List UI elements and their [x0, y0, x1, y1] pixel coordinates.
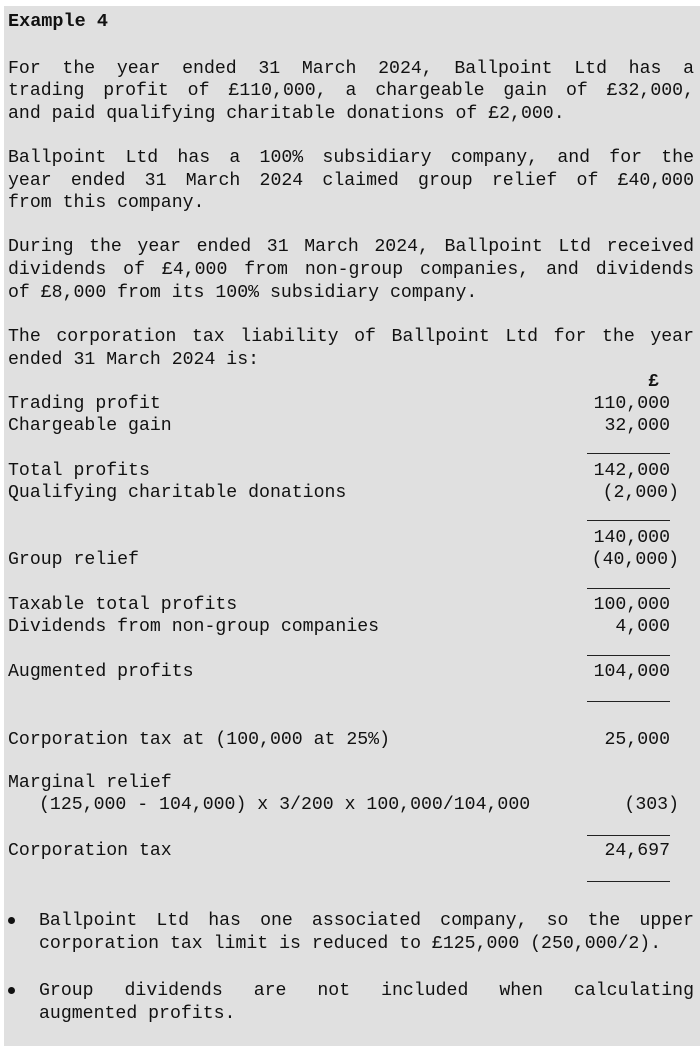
- paragraph-1-line-1: For the year ended 31 March 2024, Ballpoint Ltd has a: [8, 59, 694, 79]
- paragraph-3-line-2: dividends of £4,000 from non-group companies, and dividends: [8, 260, 694, 280]
- row-label-corporation-tax-at-rate: Corporation tax at (100,000 at 25%): [8, 730, 390, 750]
- bullet-icon: [8, 917, 15, 924]
- row-value-total-profits: 142,000: [593, 461, 670, 481]
- row-label-marginal-relief: Marginal relief: [8, 773, 172, 793]
- subtotal-rule: [587, 453, 670, 454]
- paragraph-2-line-2: year ended 31 March 2024 claimed group relief of £40,000: [8, 171, 694, 191]
- row-value-dividends-non-group: 4,000: [615, 617, 670, 637]
- row-value-marginal-relief: (303): [624, 795, 679, 815]
- note-2-line-1: Group dividends are not included when calculating: [39, 981, 694, 1001]
- paragraph-3-line-3: of £8,000 from its 100% subsidiary company.: [8, 283, 478, 303]
- paragraph-4-line-2: ended 31 March 2024 is:: [8, 350, 260, 370]
- row-label-dividends-non-group: Dividends from non-group companies: [8, 617, 380, 637]
- row-value-qualifying-charitable-donations: (2,000): [602, 483, 679, 503]
- row-label-augmented-profits: Augmented profits: [8, 662, 194, 682]
- row-value-group-relief: (40,000): [591, 550, 679, 570]
- subtotal-rule: [587, 520, 670, 521]
- row-value-corporation-tax: 24,697: [604, 841, 670, 861]
- row-label-total-profits: Total profits: [8, 461, 150, 481]
- row-value-corporation-tax-at-rate: 25,000: [604, 730, 670, 750]
- example-title: Example 4: [8, 11, 108, 32]
- note-2-line-2: augmented profits.: [39, 1004, 236, 1024]
- total-rule: [587, 701, 670, 702]
- paragraph-3-line-1: During the year ended 31 March 2024, Ballpoint Ltd received: [8, 237, 694, 257]
- row-label-taxable-total-profits: Taxable total profits: [8, 595, 238, 615]
- subtotal-rule: [587, 835, 670, 836]
- note-1-line-2: corporation tax limit is reduced to £125,000 (250,000/2).: [39, 934, 662, 954]
- currency-column-header: £: [648, 372, 659, 392]
- example-panel: [4, 6, 700, 1046]
- subtotal-rule: [587, 588, 670, 589]
- row-label-marginal-relief-formula: (125,000 - 104,000) x 3/200 x 100,000/104,000: [39, 795, 531, 815]
- row-label-trading-profit: Trading profit: [8, 394, 161, 414]
- row-label-qualifying-charitable-donations: Qualifying charitable donations: [8, 483, 347, 503]
- paragraph-2-line-1: Ballpoint Ltd has a 100% subsidiary company, and for the: [8, 148, 694, 168]
- paragraph-1-line-3: and paid qualifying charitable donations of £2,000.: [8, 104, 565, 124]
- paragraph-1-line-2: trading profit of £110,000, a chargeable gain of £32,000,: [8, 81, 694, 101]
- row-label-corporation-tax: Corporation tax: [8, 841, 172, 861]
- row-value-subtotal: 140,000: [593, 528, 670, 548]
- paragraph-4-line-1: The corporation tax liability of Ballpoint Ltd for the year: [8, 327, 694, 347]
- note-1-line-1: Ballpoint Ltd has one associated company, so the upper: [39, 911, 694, 931]
- row-label-group-relief: Group relief: [8, 550, 139, 570]
- row-label-chargeable-gain: Chargeable gain: [8, 416, 172, 436]
- paragraph-2-line-3: from this company.: [8, 193, 205, 213]
- total-rule: [587, 881, 670, 882]
- subtotal-rule: [587, 655, 670, 656]
- row-value-augmented-profits: 104,000: [593, 662, 670, 682]
- row-value-trading-profit: 110,000: [593, 394, 670, 414]
- row-value-chargeable-gain: 32,000: [604, 416, 670, 436]
- row-value-taxable-total-profits: 100,000: [593, 595, 670, 615]
- bullet-icon: [8, 987, 15, 994]
